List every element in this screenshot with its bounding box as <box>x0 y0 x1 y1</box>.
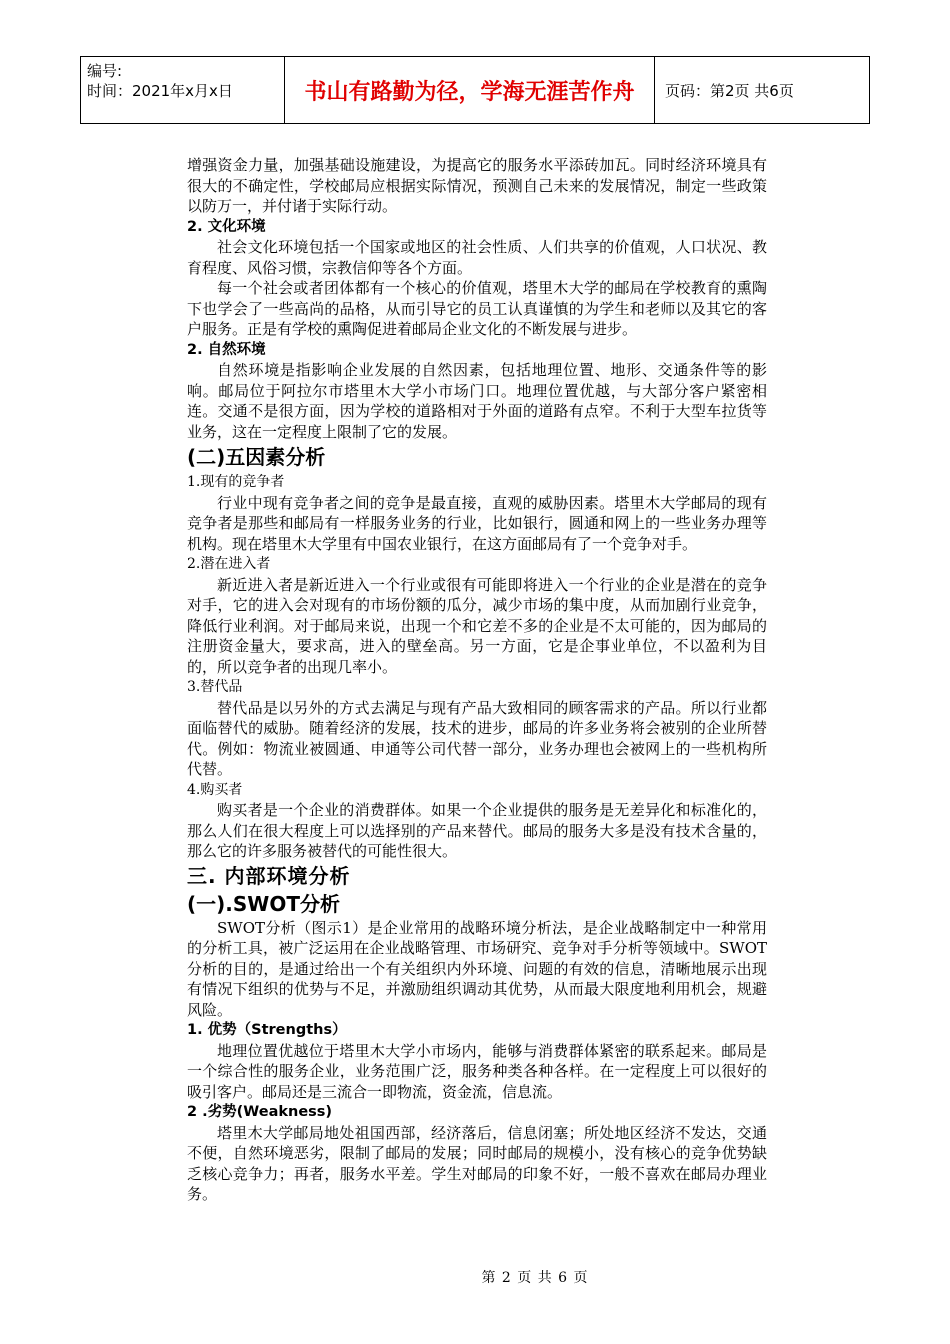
body-paragraph: 替代品是以另外的方式去满足与现有产品大致相同的顾客需求的产品。所以行业都面临替代的威胁。随着经济的发展，技术的进步，邮局的许多业务将会被别的企业所替代。例如：物流业被圆通、申通等公司代替一部分，业务办理也会被网上的一些机构所代替。 <box>187 698 767 778</box>
section-heading: 4.购买者 <box>187 781 243 798</box>
header-motto: 书山有路勤为径，学海无涯苦作舟 <box>285 57 655 123</box>
body-paragraph: 行业中现有竞争者之间的竞争是最直接，直观的威胁因素。塔里木大学邮局的现有竞争者是那些和邮局有一样服务业务的行业，比如银行，圆通和网上的一些业务办理等机构。现在塔里木大学里有中国农业银行，在这方面邮局有了一个竞争对手。 <box>187 493 767 553</box>
body-paragraph: 新近进入者是新近进入一个行业或很有可能即将进入一个行业的企业是潜在的竞争对手，它的进入会对现有的市场份额的瓜分，减少市场的集中度，从而加剧行业竞争，降低行业利润。对于邮局来说，出现一个和它差不多的企业是不太可能的，因为邮局的注册资金量大，要求高，进入的壁垒高。另一方面，它是企事业单位，不以盈利为目的，所以竞争者的出现几率小。 <box>187 575 767 676</box>
document-time-label: 时间：2021年x月x日 <box>87 82 233 100</box>
body-paragraph: 自然环境是指影响企业发展的自然因素，包括地理位置、地形、交通条件等的影响。邮局位于阿拉尔市塔里木大学小市场门口。地理位置优越，与大部分客户紧密相连。交通不是很方面，因为学校的道路相对于外面的道路有点窄。不利于大型车拉货等业务，这在一定程度上限制了它的发展。 <box>187 361 767 441</box>
body-paragraph: 每一个社会或者团体都有一个核心的价值观，塔里木大学的邮局在学校教育的熏陶下也学会了一些高尚的品格，从而引导它的员工认真谨慎的为学生和老师以及其它的客户服务。正是有学校的熏陶促进着邮局企业文化的不断发展与进步。 <box>187 279 767 338</box>
section-heading: 1.现有的竞争者 <box>187 474 285 490</box>
section-heading: (二)五因素分析 <box>187 445 326 469</box>
body-paragraph: SWOT分析（图示1）是企业常用的战略环境分析法，是企业战略制定中一种常用的分析工具，被广泛运用在企业战略管理、市场研究、竞争对手分析等领域中。SWOT分析的目的，是通过给出一个有关组织内外环境、问题的有效的信息，清晰地展示出现有情况下组织的优势与不足，并激励组织调动其优势，从而最大限度地利用机会，规避风险。 <box>187 918 767 1019</box>
page-header <box>80 56 870 124</box>
section-heading: 2 .劣势(Weakness) <box>187 1104 333 1120</box>
section-heading: 2. 自然环境 <box>187 341 266 358</box>
section-heading: (一).SWOT分析 <box>187 891 340 916</box>
body-paragraph: 地理位置优越位于塔里木大学小市场内，能够与消费群体紧密的联系起来。邮局是一个综合性的服务企业，业务范围广泛，服务种类各种各样。在一定程度上可以很好的吸引客户。邮局还是三流合一即物流，资金流，信息流。 <box>187 1041 767 1101</box>
document-number-label: 编号: <box>87 62 123 80</box>
document-body <box>187 155 767 1205</box>
header-page-info: 页码：第2页 共6页 <box>665 81 794 100</box>
section-heading: 1. 优势（Strengths） <box>187 1022 347 1038</box>
header-meta <box>81 57 285 123</box>
body-paragraph: 增强资金力量，加强基础设施建设，为提高它的服务水平添砖加瓦。同时经济环境具有很大的不确定性，学校邮局应根据实际情况，预测自己未来的发展情况，制定一些政策以防万一，并付诸于实际行动。 <box>187 156 767 215</box>
body-paragraph: 塔里木大学邮局地处祖国西部，经济落后，信息闭塞；所处地区经济不发达，交通不便，自然环境恶劣，限制了邮局的发展；同时邮局的规模小，没有核心的竞争优势缺乏核心竞争力；再者，服务水平差。学生对邮局的印象不好，一般不喜欢在邮局办理业务。 <box>187 1123 767 1203</box>
section-heading: 2.潜在进入者 <box>187 556 271 572</box>
page-footer <box>0 1267 950 1287</box>
body-paragraph: 社会文化环境包括一个国家或地区的社会性质、人们共享的价值观，人口状况、教育程度、风俗习惯，宗教信仰等各个方面。 <box>187 238 767 277</box>
body-paragraph: 购买者是一个企业的消费群体。如果一个企业提供的服务是无差异化和标准化的，那么人们在很大程度上可以选择别的产品来替代。邮局的服务大多是没有技术含量的，那么它的许多服务被替代的可能性很大。 <box>187 801 767 860</box>
section-heading: 3.替代品 <box>187 679 243 695</box>
section-heading: 三. 内部环境分析 <box>187 863 351 888</box>
footer-page-number: 第 2 页 共 6 页 <box>481 1270 589 1286</box>
section-heading: 2. 文化环境 <box>187 218 266 235</box>
